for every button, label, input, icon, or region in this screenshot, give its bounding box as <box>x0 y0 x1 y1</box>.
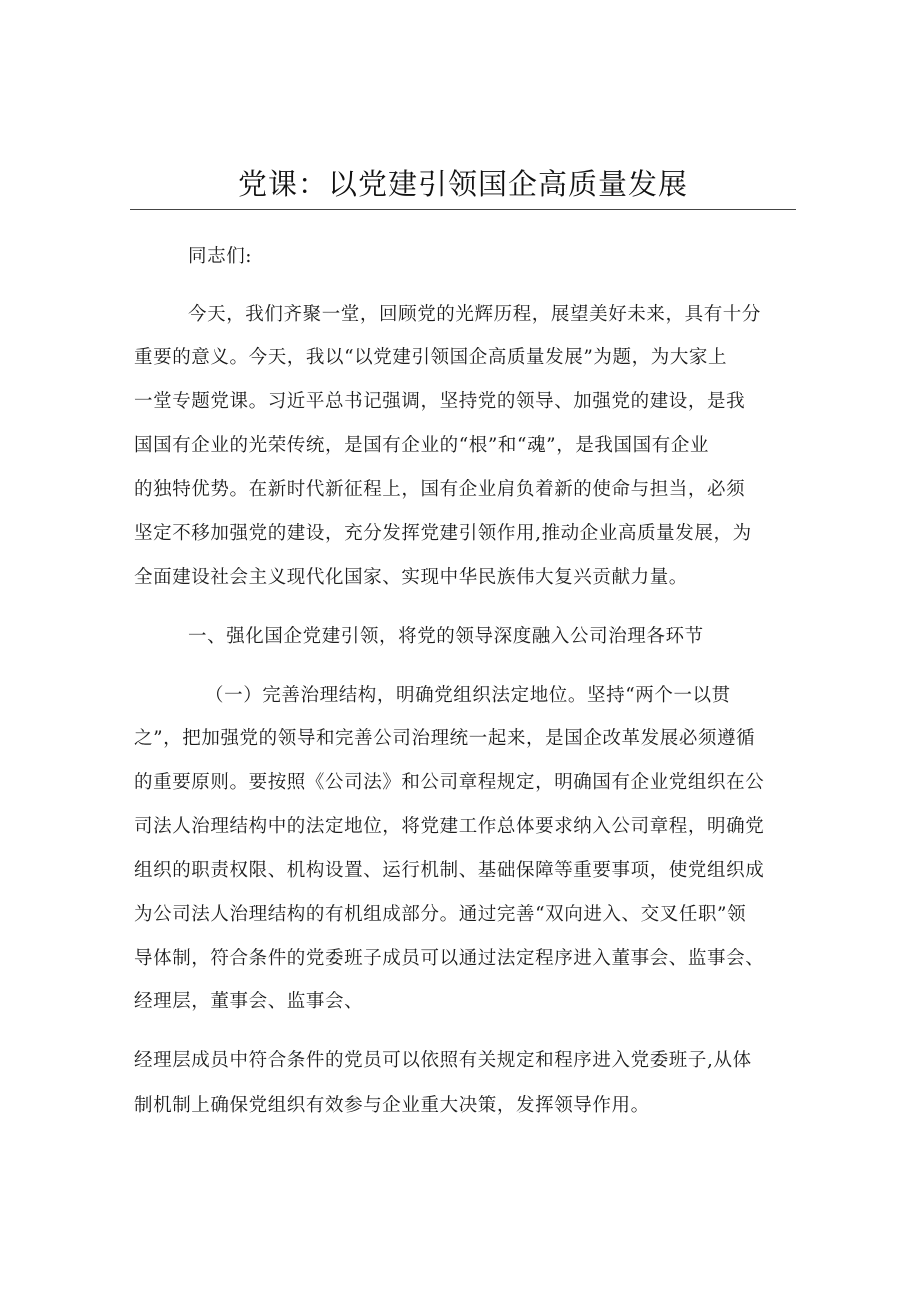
subsection-line: 为公司法人治理结构的有机组成部分。通过完善“双向进入、交叉任职”领 <box>134 904 747 925</box>
continuation-line: 制机制上确保党组织有效参与企业重大决策，发挥领导作用。 <box>134 1095 650 1116</box>
intro-line: 重要的意义。今天，我以“以党建引领国企高质量发展”为题，为大家上 <box>134 347 728 368</box>
intro-line: 今天，我们齐聚一堂，回顾党的光辉历程，展望美好未来，具有十分 <box>188 304 762 325</box>
section-heading: 一、强化国企党建引领，将党的领导深度融入公司治理各环节 <box>188 626 704 647</box>
subsection-line: 导体制，符合条件的党委班子成员可以通过法定程序进入董事会、监事会、 <box>134 948 765 969</box>
continuation-line: 经理层成员中符合条件的党员可以依照有关规定和程序进入党委班子,从体 <box>134 1050 752 1071</box>
subsection-line: 司法人治理结构中的法定地位，将党建工作总体要求纳入公司章程，明确党 <box>134 816 765 837</box>
intro-line: 国国有企业的光荣传统，是国有企业的“根”和“魂”，是我国国有企业 <box>134 435 710 456</box>
subsection-line: （一）完善治理结构，明确党组织法定地位。坚持“两个一以贯 <box>205 685 731 706</box>
subsection-line: 之”，把加强党的领导和完善公司治理统一起来，是国企改革发展必须遵循 <box>134 728 756 749</box>
page-title: 党课：以党建引领国企高质量发展 <box>237 167 688 201</box>
intro-line: 一堂专题党课。习近平总书记强调，坚持党的领导、加强党的建设，是我 <box>134 391 746 412</box>
subsection-line: 组织的职责权限、机构设置、运行机制、基础保障等重要事项，使党组织成 <box>134 860 765 881</box>
subsection-line: 经理层，董事会、监事会、 <box>134 991 364 1012</box>
salutation: 同志们: <box>188 246 253 267</box>
intro-line: 坚定不移加强党的建设，充分发挥党建引领作用,推动企业高质量发展，为 <box>134 523 752 544</box>
subsection-line: 的重要原则。要按照《公司法》和公司章程规定，明确国有企业党组织在公 <box>134 772 765 793</box>
intro-line: 的独特优势。在新时代新征程上，国有企业肩负着新的使命与担当，必须 <box>134 479 746 500</box>
intro-line: 全面建设社会主义现代化国家、实现中华民族伟大复兴贡献力量。 <box>134 567 688 588</box>
title-underline <box>130 209 796 210</box>
